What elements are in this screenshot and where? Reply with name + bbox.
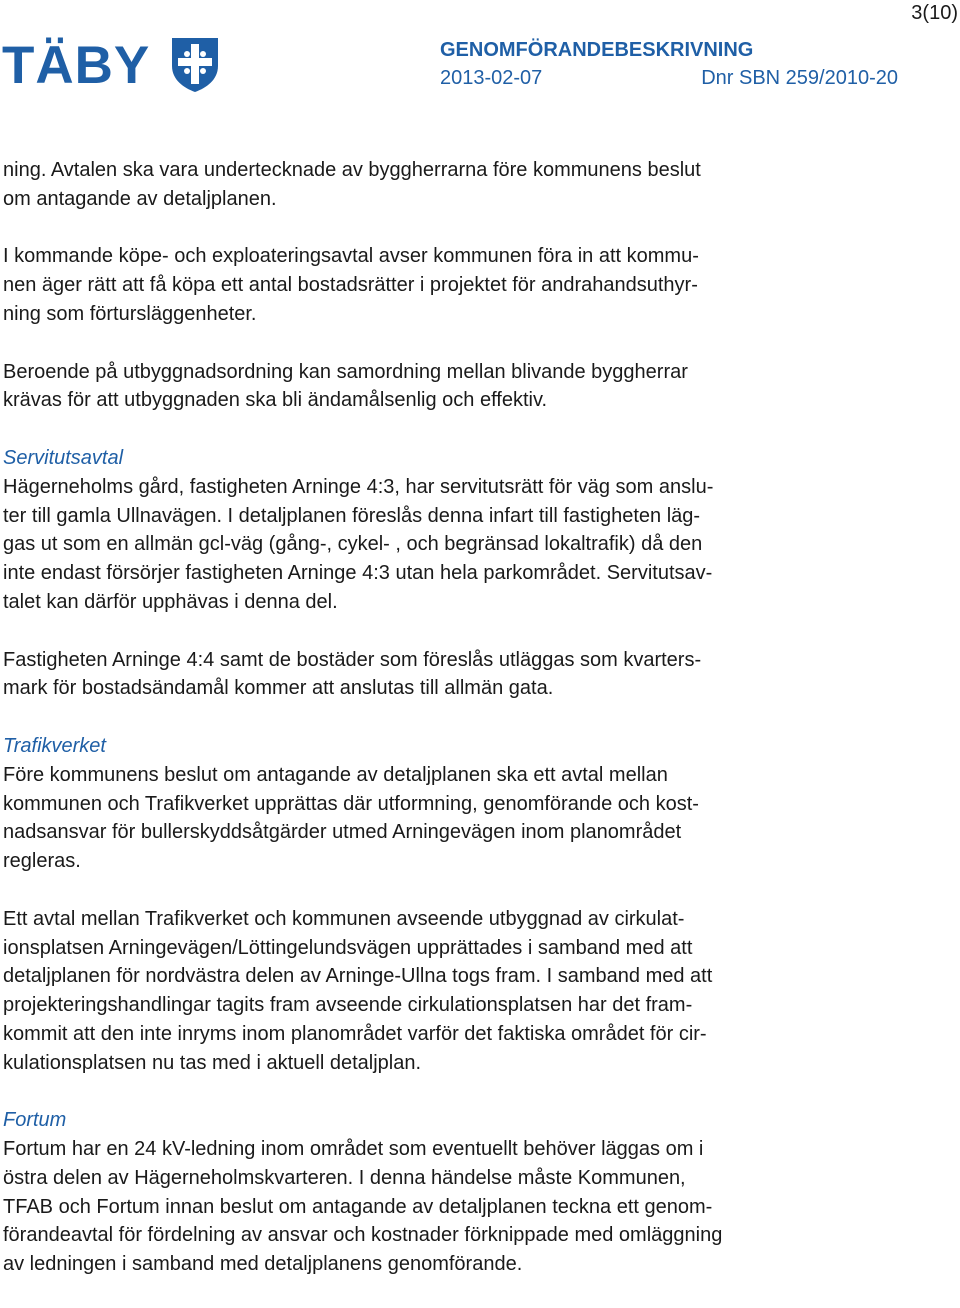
- section-trafikverket: [3, 732, 803, 876]
- paragraph-coordination: [3, 358, 803, 416]
- document-title: GENOMFÖRANDEBESKRIVNING: [440, 39, 754, 61]
- document-header: [440, 36, 898, 92]
- paragraph-roundabout: [3, 905, 803, 1078]
- text-line: kommit att den inte inryms inom planområdet varför det faktiska området för cir-: [3, 1022, 707, 1045]
- section-heading-trafikverket: Trafikverket: [3, 734, 106, 757]
- document-meta: [440, 64, 898, 92]
- document-body: [3, 156, 803, 1308]
- text-line: TFAB och Fortum innan beslut om antagande av detaljplanen teckna ett genom-: [3, 1195, 713, 1218]
- document-date: 2013-02-07: [440, 67, 543, 89]
- text-line: regleras.: [3, 850, 81, 873]
- section-servitutsavtal: [3, 444, 803, 617]
- text-line: av ledningen i samband med detaljplanens genomförande.: [3, 1253, 523, 1276]
- text-line: ning som förtursläggenheter.: [3, 302, 257, 325]
- text-line: kommunen och Trafikverket upprättas där utformning, genomförande och kost-: [3, 792, 699, 815]
- taby-shield-icon: [170, 36, 220, 94]
- text-line: Fortum har en 24 kV-ledning inom området som eventuellt behöver läggas om i: [3, 1138, 704, 1161]
- text-line: gas ut som en allmän gcl-väg (gång-, cykel- , och begränsad lokaltrafik) då den: [3, 533, 703, 556]
- text-line: I kommande köpe- och exploateringsavtal avser kommunen föra in att kommu-: [3, 245, 699, 268]
- text-line: kulationsplatsen nu tas med i aktuell detaljplan.: [3, 1051, 422, 1074]
- text-line: talet kan därför upphävas i denna del.: [3, 590, 338, 613]
- text-line: inte endast försörjer fastigheten Arninge 4:3 utan hela parkområdet. Servitutsav-: [3, 562, 713, 585]
- text-line: om antagande av detaljplanen.: [3, 187, 277, 210]
- text-line: Fastigheten Arninge 4:4 samt de bostäder som föreslås utläggas som kvarters-: [3, 648, 702, 671]
- text-line: mark för bostadsändamål kommer att anslutas till allmän gata.: [3, 677, 554, 700]
- section-heading-servitutsavtal: Servitutsavtal: [3, 446, 124, 469]
- text-line: ter till gamla Ullnavägen. I detaljplanen föreslås denna infart till fastigheten läg-: [3, 504, 701, 527]
- text-line: projekteringshandlingar tagits fram avseende cirkulationsplatsen har det fram-: [3, 994, 693, 1017]
- text-line: Före kommunens beslut om antagande av detaljplanen ska ett avtal mellan: [3, 763, 668, 786]
- paragraph-agreements: [3, 156, 803, 214]
- page-number: 3(10): [911, 2, 958, 24]
- text-line: Hägerneholms gård, fastigheten Arninge 4:3, har servitutsrätt för väg som anslu-: [3, 475, 714, 498]
- paragraph-purchase-agreement: [3, 242, 803, 328]
- document-reference: Dnr SBN 259/2010-20: [701, 67, 898, 89]
- text-line: detaljplanen för nordvästra delen av Arninge-Ullna togs fram. I samband med att: [3, 965, 713, 988]
- text-line: krävas för att utbyggnaden ska bli ändamålsenlig och effektiv.: [3, 389, 548, 412]
- text-line: nadsansvar för bullerskyddsåtgärder utmed Arningevägen inom planområdet: [3, 821, 682, 844]
- text-line: ionsplatsen Arningevägen/Löttingelundsvägen upprättades i samband med att: [3, 936, 693, 959]
- text-line: Beroende på utbyggnadsordning kan samordning mellan blivande byggherrar: [3, 360, 688, 383]
- text-line: nen äger rätt att få köpa ett antal bostadsrätter i projektet för andrahandsuthyr-: [3, 274, 698, 297]
- text-line: förandeavtal för fördelning av ansvar och kostnader förknippade med omläggning: [3, 1224, 723, 1247]
- paragraph-arninge-4-4: [3, 646, 803, 704]
- logo-wordmark: TÄBY: [2, 35, 151, 95]
- section-heading-fortum: Fortum: [3, 1109, 67, 1132]
- taby-logo: [2, 34, 220, 96]
- section-fortum: [3, 1106, 803, 1279]
- text-line: Ett avtal mellan Trafikverket och kommunen avseende utbyggnad av cirkulat-: [3, 907, 685, 930]
- text-line: ning. Avtalen ska vara undertecknade av byggherrarna före kommunens beslut: [3, 159, 701, 181]
- text-line: östra delen av Hägerneholmskvarteren. I denna händelse måste Kommunen,: [3, 1166, 686, 1189]
